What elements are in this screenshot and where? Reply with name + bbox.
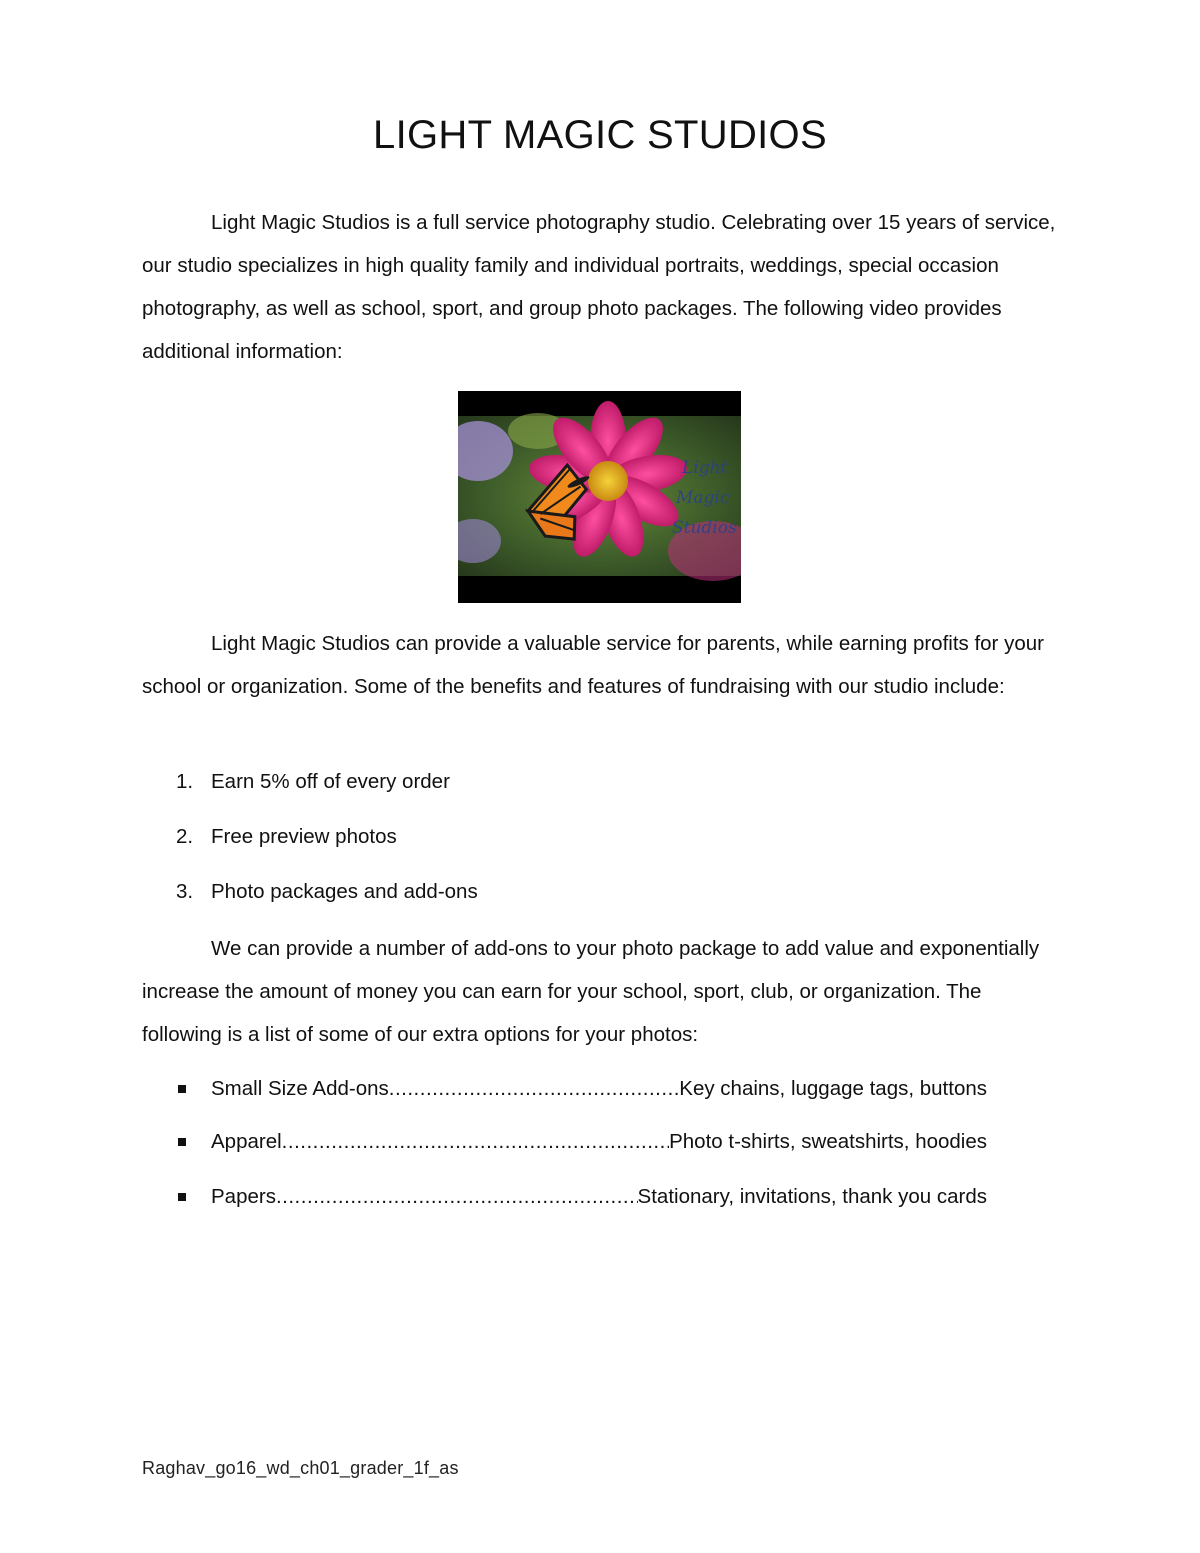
list-item (142, 1182, 1002, 1212)
list-item-text: Photo packages and add-ons (211, 880, 478, 903)
list-number: 3. (176, 880, 194, 903)
dot-leader (282, 1127, 669, 1157)
square-bullet-icon (178, 1138, 186, 1146)
dot-leader (276, 1182, 638, 1212)
video-overlay-line-3: Studios (672, 518, 737, 538)
add-on-detail: Key chains, luggage tags, buttons (679, 1077, 987, 1100)
list-item-text: Free preview photos (211, 825, 397, 848)
add-on-name: Apparel (211, 1130, 282, 1153)
dot-leader (389, 1074, 680, 1104)
list-item (142, 877, 1062, 907)
video-overlay-line-1: Light (682, 458, 728, 478)
list-item (142, 767, 1062, 797)
list-item-text: Earn 5% off of every order (211, 770, 450, 793)
list-item (142, 822, 1062, 852)
add-on-name: Small Size Add-ons (211, 1077, 389, 1100)
video-overlay-line-2: Magic (676, 488, 730, 508)
intro-paragraph: Light Magic Studios is a full service photography studio. Celebrating over 15 years of service, our studio specializes in high quality family and individual portraits, weddings, special occasion photography, as well as school, sport, and group photo packages. The following video provides additional information: (142, 211, 1056, 363)
add-on-detail: Stationary, invitations, thank you cards (637, 1185, 987, 1208)
video-thumbnail[interactable] (458, 391, 741, 603)
document-footer: Raghav_go16_wd_ch01_grader_1f_as (142, 1458, 459, 1478)
benefits-paragraph: Light Magic Studios can provide a valuable service for parents, while earning profits for your school or organization. Some of the benefits and features of fundraising with our studio include: (142, 632, 1044, 698)
square-bullet-icon (178, 1085, 186, 1093)
list-number: 2. (176, 825, 194, 848)
list-item (142, 1074, 1002, 1104)
list-item (142, 1127, 1002, 1157)
add-ons-paragraph: We can provide a number of add-ons to your photo package to add value and exponentially increase the amount of money you can earn for your school, sport, club, or organization. The following is a list of some of our extra options for your photos: (142, 937, 1040, 1046)
butterfly-flower-image (458, 391, 741, 603)
square-bullet-icon (178, 1193, 186, 1201)
add-on-name: Papers (211, 1185, 276, 1208)
add-on-detail: Photo t-shirts, sweatshirts, hoodies (669, 1130, 987, 1153)
list-number: 1. (176, 770, 194, 793)
document-title: LIGHT MAGIC STUDIOS (373, 113, 827, 157)
